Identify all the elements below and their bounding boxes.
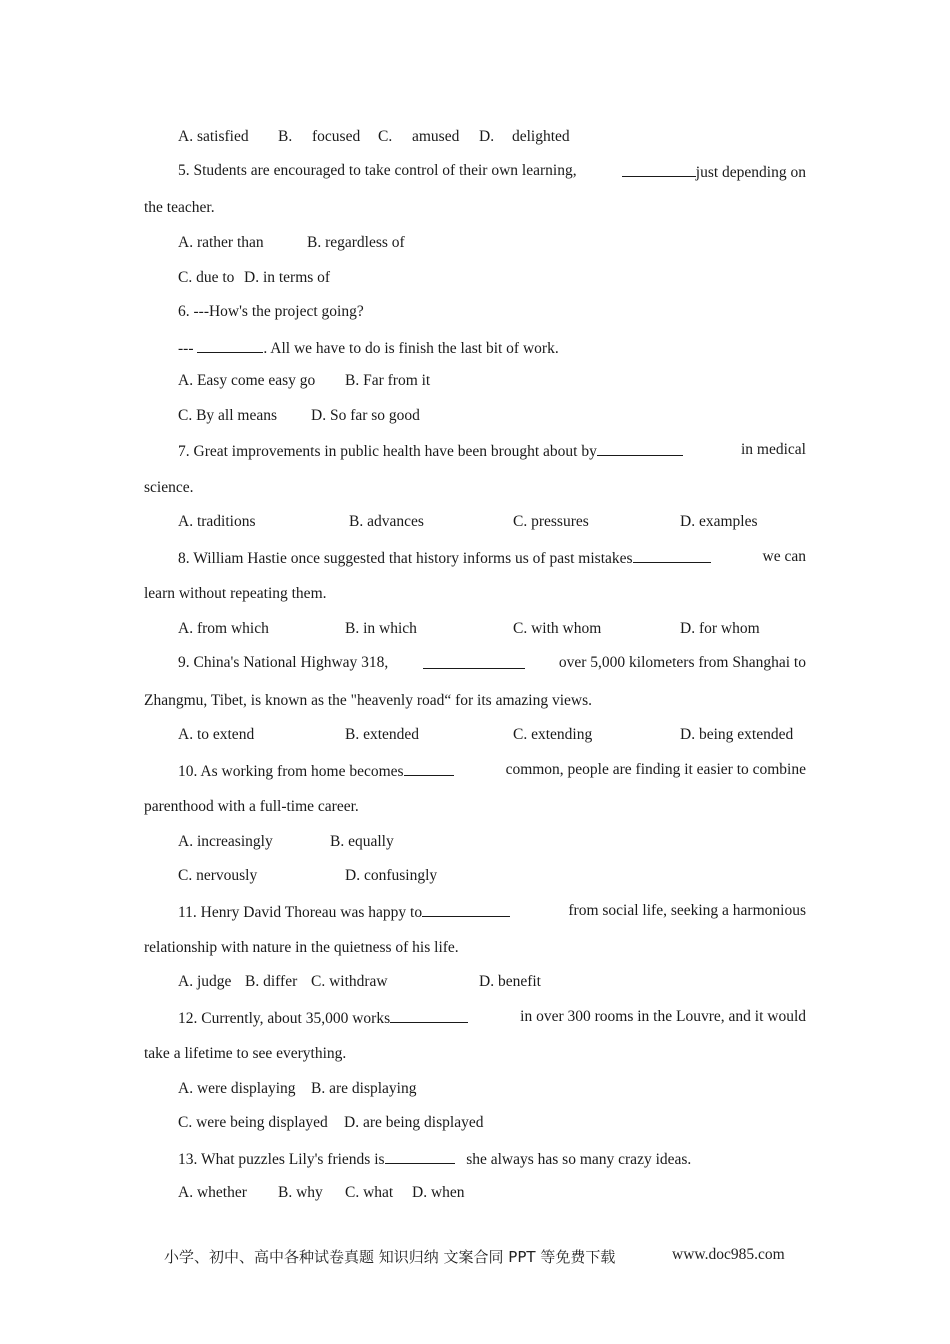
page-footer bbox=[164, 1246, 794, 1267]
q7-option-a: A. traditions bbox=[178, 513, 256, 530]
q9-stem bbox=[178, 653, 806, 673]
q6-line2-prefix: --- bbox=[178, 340, 194, 357]
q13-option-a: A. whether bbox=[178, 1184, 247, 1201]
q10-text-after: common, people are finding it easier to combine bbox=[505, 761, 806, 778]
q13-option-c: C. what bbox=[345, 1184, 394, 1201]
q7-stem bbox=[178, 440, 806, 462]
q4-option-c-text: amused bbox=[412, 128, 460, 145]
q9-answer-blank bbox=[423, 653, 525, 669]
q5-option-d: D. in terms of bbox=[244, 269, 331, 286]
q7-option-c: C. pressures bbox=[513, 513, 589, 530]
q8-text-before: 8. William Hastie once suggested that history informs us of past mistakes bbox=[178, 550, 633, 567]
q13-option-b: B. why bbox=[278, 1184, 323, 1201]
q10-option-a: A. increasingly bbox=[178, 833, 273, 850]
q11-text-before: 11. Henry David Thoreau was happy to bbox=[178, 904, 423, 921]
q12-option-b: B. are displaying bbox=[311, 1080, 417, 1097]
q4-option-d-letter: D. bbox=[479, 128, 495, 145]
q11-answer-blank bbox=[422, 901, 510, 917]
q6-answer-blank bbox=[197, 337, 263, 353]
q5-option-a: A. rather than bbox=[178, 234, 264, 251]
q11-option-a: A. judge bbox=[178, 973, 232, 990]
q7-continuation: science. bbox=[144, 479, 194, 496]
q10-option-c: C. nervously bbox=[178, 867, 258, 884]
q6-option-a: A. Easy come easy go bbox=[178, 372, 316, 389]
q10-continuation: parenthood with a full-time career. bbox=[144, 798, 359, 815]
q5-text-after: just depending on bbox=[695, 164, 806, 181]
q8-option-d: D. for whom bbox=[680, 620, 760, 637]
q7-option-d: D. examples bbox=[680, 513, 758, 530]
q4-option-c-letter: C. bbox=[378, 128, 393, 145]
q13-option-d: D. when bbox=[412, 1184, 465, 1201]
q9-option-d: D. being extended bbox=[680, 726, 794, 743]
q12-answer-blank bbox=[390, 1007, 468, 1023]
q8-answer-blank bbox=[633, 547, 711, 563]
q9-text-after: over 5,000 kilometers from Shanghai to bbox=[558, 654, 806, 671]
q12-option-c: C. were being displayed bbox=[178, 1114, 328, 1131]
q12-text-after: in over 300 rooms in the Louvre, and it would bbox=[520, 1008, 806, 1025]
footer-url[interactable]: www.doc985.com bbox=[672, 1246, 785, 1263]
q11-option-b: B. differ bbox=[245, 973, 298, 990]
q5-stem bbox=[178, 161, 806, 183]
q10-answer-blank bbox=[404, 760, 454, 776]
q11-continuation: relationship with nature in the quietness of his life. bbox=[144, 939, 459, 956]
q8-option-c: C. with whom bbox=[513, 620, 602, 637]
q10-stem bbox=[178, 760, 806, 782]
q10-text-before: 10. As working from home becomes bbox=[178, 763, 404, 780]
q6-line1: 6. ---How's the project going? bbox=[178, 303, 364, 320]
q8-option-b: B. in which bbox=[345, 620, 417, 637]
q9-option-a: A. to extend bbox=[178, 726, 255, 743]
q7-answer-blank bbox=[597, 440, 683, 456]
q5-answer-blank bbox=[622, 161, 696, 177]
q8-stem bbox=[178, 547, 806, 569]
q5-option-b: B. regardless of bbox=[307, 234, 405, 251]
q10-option-b: B. equally bbox=[330, 833, 394, 850]
q5-text-before: 5. Students are encouraged to take control of their own learning, bbox=[178, 162, 577, 179]
q6-option-c: C. By all means bbox=[178, 407, 278, 424]
q13-text-after: she always has so many crazy ideas. bbox=[466, 1151, 692, 1168]
q7-text-after: in medical bbox=[741, 441, 806, 458]
q13-stem bbox=[178, 1148, 691, 1170]
q6-line2 bbox=[178, 337, 559, 359]
q6-line2-suffix: . All we have to do is finish the last bit of work. bbox=[263, 340, 559, 357]
q4-options bbox=[178, 127, 618, 147]
q5-option-c: C. due to bbox=[178, 269, 235, 286]
q11-text-after: from social life, seeking a harmonious bbox=[568, 902, 806, 919]
q4-option-b-text: focused bbox=[312, 128, 361, 145]
q12-option-d: D. are being displayed bbox=[344, 1114, 484, 1131]
q9-option-b: B. extended bbox=[345, 726, 420, 743]
q4-option-a: A. satisfied bbox=[178, 128, 249, 145]
q8-continuation: learn without repeating them. bbox=[144, 585, 327, 602]
q9-option-c: C. extending bbox=[513, 726, 593, 743]
q13-text-before: 13. What puzzles Lily's friends is bbox=[178, 1151, 385, 1168]
q8-option-a: A. from which bbox=[178, 620, 269, 637]
q8-text-after: we can bbox=[762, 548, 806, 565]
q10-option-d: D. confusingly bbox=[345, 867, 438, 884]
q4-option-d-text: delighted bbox=[512, 128, 570, 145]
q7-text-before: 7. Great improvements in public health have been brought about by bbox=[178, 443, 597, 460]
q12-text-before: 12. Currently, about 35,000 works bbox=[178, 1010, 391, 1027]
q9-continuation: Zhangmu, Tibet, is known as the "heavenly road“ for its amazing views. bbox=[144, 692, 592, 709]
q7-option-b: B. advances bbox=[349, 513, 424, 530]
footer-text: 小学、初中、高中各种试卷真题 知识归纳 文案合同 PPT 等免费下载 bbox=[164, 1248, 616, 1266]
q11-option-d: D. benefit bbox=[479, 973, 541, 990]
q12-continuation: take a lifetime to see everything. bbox=[144, 1045, 347, 1062]
q12-stem bbox=[178, 1007, 806, 1029]
q6-option-b: B. Far from it bbox=[345, 372, 431, 389]
q11-stem bbox=[178, 901, 806, 923]
q4-option-b-letter: B. bbox=[278, 128, 293, 145]
q9-text-before: 9. China's National Highway 318, bbox=[178, 654, 389, 671]
q6-option-d: D. So far so good bbox=[311, 407, 420, 424]
q12-option-a: A. were displaying bbox=[178, 1080, 296, 1097]
q5-continuation: the teacher. bbox=[144, 199, 215, 216]
q13-answer-blank bbox=[385, 1148, 455, 1164]
q11-option-c: C. withdraw bbox=[311, 973, 388, 990]
